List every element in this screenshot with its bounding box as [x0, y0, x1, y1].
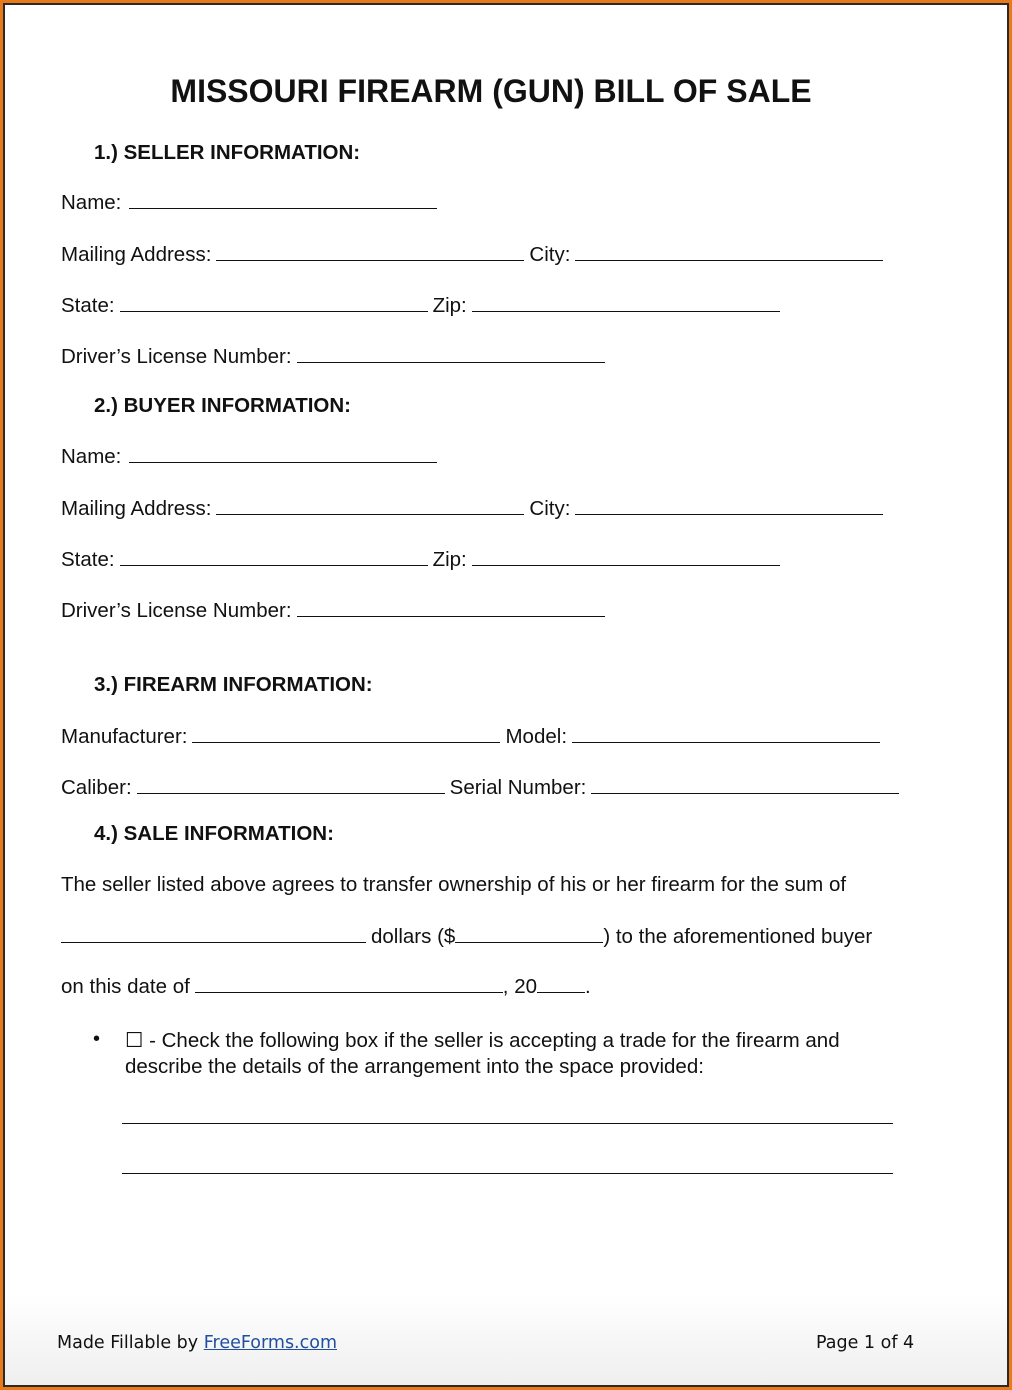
buyer-address-row	[61, 496, 888, 521]
trade-text-1	[125, 1028, 840, 1053]
label: - Check the following box if the seller is accepting a trade for the firearm and	[149, 1029, 840, 1052]
sale-amount-row	[61, 924, 872, 949]
seller-state-field[interactable]	[120, 293, 428, 312]
seller-license-field[interactable]	[297, 344, 605, 363]
sale-heading: 4.) SALE INFORMATION:	[94, 822, 334, 845]
buyer-zip-field[interactable]	[472, 547, 780, 566]
label: Mailing Address:	[61, 243, 212, 266]
label: Driver’s License Number:	[61, 345, 292, 368]
manufacturer-field[interactable]	[192, 724, 500, 743]
label: dollars ($	[371, 925, 456, 948]
firearm-heading: 3.) FIREARM INFORMATION:	[94, 673, 373, 696]
year-field[interactable]	[537, 974, 585, 993]
sale-text-1: The seller listed above agrees to transfer ownership of his or her firearm for the sum of	[61, 873, 847, 896]
label: City:	[529, 497, 571, 520]
seller-heading: 1.) SELLER INFORMATION:	[94, 141, 361, 164]
label: Model:	[505, 725, 568, 748]
label: State:	[61, 548, 115, 571]
page-title: MISSOURI FIREARM (GUN) BILL OF SALE	[170, 73, 812, 109]
amount-words-field[interactable]	[61, 924, 366, 943]
buyer-license-row	[61, 598, 610, 623]
date-field[interactable]	[195, 974, 503, 993]
label: , 20	[502, 975, 537, 998]
seller-zip-field[interactable]	[472, 293, 780, 312]
seller-city-field[interactable]	[575, 242, 883, 261]
buyer-license-field[interactable]	[297, 598, 605, 617]
label: Zip:	[432, 548, 467, 571]
seller-license-row	[61, 344, 610, 369]
label: Caliber:	[61, 776, 132, 799]
trade-text-2: describe the details of the arrangement into the space provided:	[125, 1055, 704, 1078]
buyer-heading: 2.) BUYER INFORMATION:	[94, 394, 352, 417]
seller-name-row	[61, 190, 442, 215]
sale-date-row	[61, 974, 591, 999]
label: Name:	[61, 191, 122, 214]
label: .	[585, 975, 591, 998]
label: Mailing Address:	[61, 497, 212, 520]
label: City:	[529, 243, 571, 266]
seller-name-field[interactable]	[129, 190, 437, 209]
label: Name:	[61, 445, 122, 468]
label: Serial Number:	[449, 776, 587, 799]
label: Manufacturer:	[61, 725, 188, 748]
buyer-name-row	[61, 444, 442, 469]
label: State:	[61, 294, 115, 317]
trade-details-line-1[interactable]	[122, 1105, 893, 1124]
buyer-state-field[interactable]	[120, 547, 428, 566]
firearm-row-2	[61, 775, 904, 800]
buyer-city-field[interactable]	[575, 496, 883, 515]
document-page	[3, 3, 1009, 1387]
caliber-field[interactable]	[137, 775, 445, 794]
serial-field[interactable]	[591, 775, 899, 794]
label: Made Fillable by	[57, 1333, 199, 1353]
trade-details-line-2[interactable]	[122, 1155, 893, 1174]
trade-checkbox[interactable]: ☐	[125, 1029, 144, 1052]
label: ) to the aforementioned buyer	[603, 925, 873, 948]
seller-address-row	[61, 242, 888, 267]
label: Driver’s License Number:	[61, 599, 292, 622]
footer-credit	[57, 1333, 337, 1353]
model-field[interactable]	[572, 724, 880, 743]
amount-number-field[interactable]	[455, 924, 603, 943]
bullet-icon: •	[93, 1028, 101, 1050]
buyer-address-field[interactable]	[216, 496, 524, 515]
seller-state-row	[61, 293, 785, 318]
freeforms-link[interactable]: FreeForms.com	[203, 1333, 337, 1353]
seller-address-field[interactable]	[216, 242, 524, 261]
buyer-state-row	[61, 547, 785, 572]
label: Zip:	[432, 294, 467, 317]
buyer-name-field[interactable]	[129, 444, 437, 463]
page-number: Page 1 of 4	[816, 1333, 915, 1353]
label: on this date of	[61, 975, 190, 998]
firearm-row-1	[61, 724, 885, 749]
